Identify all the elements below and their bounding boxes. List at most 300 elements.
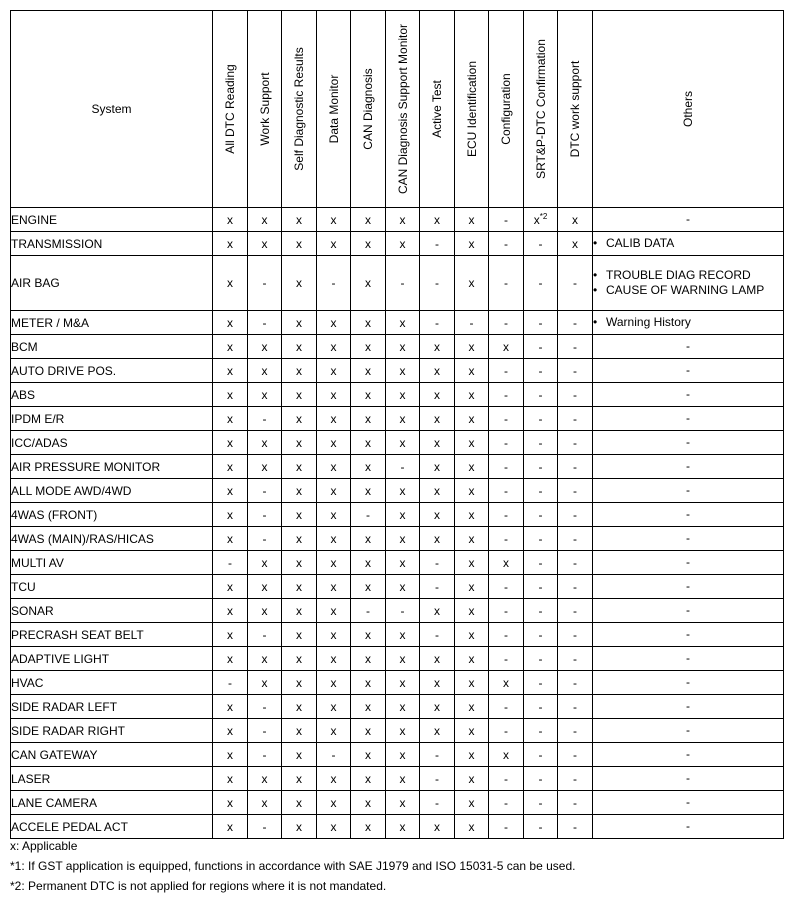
- function-cell: [282, 815, 317, 839]
- function-value: -: [504, 651, 508, 666]
- function-cell: [524, 575, 558, 599]
- function-cell: [317, 208, 351, 232]
- function-cell: [282, 407, 317, 431]
- function-value: x: [434, 819, 440, 834]
- function-cell: [455, 256, 489, 311]
- function-value: -: [504, 276, 508, 290]
- function-cell: [489, 335, 524, 359]
- column-header-data-monitor: [317, 11, 351, 208]
- function-cell: [386, 232, 420, 256]
- column-header-label: Configuration: [499, 73, 513, 145]
- function-value: -: [573, 459, 577, 474]
- table-row: [11, 479, 784, 503]
- others-value: -: [686, 795, 690, 809]
- function-value: x: [261, 651, 268, 666]
- function-value: -: [504, 603, 508, 618]
- function-value: x: [434, 411, 440, 426]
- function-value: -: [504, 315, 508, 330]
- function-cell: [386, 256, 420, 311]
- function-value: -: [573, 555, 577, 570]
- column-header-can-diagnosis-support-monitor: [386, 11, 420, 208]
- function-cell: [489, 431, 524, 455]
- function-cell: [558, 407, 593, 431]
- function-cell: [351, 671, 386, 695]
- function-cell: [317, 695, 351, 719]
- table-row: [11, 791, 784, 815]
- function-value: x: [227, 627, 233, 642]
- function-value: -: [504, 771, 508, 786]
- function-cell: [213, 815, 248, 839]
- function-cell: [248, 479, 282, 503]
- function-value: -: [262, 819, 267, 834]
- function-cell: [248, 431, 282, 455]
- function-value: x: [399, 387, 406, 402]
- others-value: -: [686, 603, 690, 617]
- function-value: x: [330, 339, 337, 354]
- function-value: x: [365, 675, 371, 690]
- table-row: [11, 359, 784, 383]
- function-cell: [558, 695, 593, 719]
- others-value: -: [686, 723, 690, 737]
- function-cell: [524, 383, 558, 407]
- function-cell: [524, 791, 558, 815]
- system-name-cell: BCM: [11, 335, 213, 359]
- others-cell: [593, 575, 784, 599]
- function-cell: [558, 431, 593, 455]
- function-value: -: [573, 276, 577, 290]
- function-cell: [317, 527, 351, 551]
- function-value: -: [573, 627, 577, 642]
- function-value: -: [262, 411, 267, 426]
- function-cell: [248, 455, 282, 479]
- function-value: x: [261, 795, 268, 810]
- function-cell: [213, 208, 248, 232]
- function-cell: [558, 815, 593, 839]
- function-value: x: [399, 819, 406, 834]
- function-value: x: [296, 603, 302, 618]
- function-value: -: [573, 363, 577, 378]
- function-cell: [282, 383, 317, 407]
- function-value: x: [399, 236, 406, 251]
- function-value: x: [365, 651, 371, 666]
- others-value: -: [686, 339, 690, 353]
- column-header-srt-p-dtc-confirmation: [524, 11, 558, 208]
- function-cell: [524, 671, 558, 695]
- function-cell: [524, 503, 558, 527]
- function-cell: [524, 431, 558, 455]
- function-value: x: [434, 675, 440, 690]
- function-value: x: [399, 435, 406, 450]
- function-value: -: [262, 699, 267, 714]
- function-value: -: [331, 747, 336, 762]
- others-value: -: [686, 555, 690, 569]
- function-value: x: [296, 212, 302, 227]
- function-value: x: [296, 387, 302, 402]
- column-header-label: All DTC Reading: [223, 64, 237, 154]
- others-cell: [593, 359, 784, 383]
- column-header-dtc-work-support: [558, 11, 593, 208]
- others-cell: [593, 647, 784, 671]
- column-header-others: [593, 11, 784, 208]
- function-value: -: [435, 627, 439, 642]
- function-value: x: [296, 236, 302, 251]
- function-cell: [524, 256, 558, 311]
- function-value: x: [468, 627, 475, 642]
- function-value: -: [573, 579, 577, 594]
- function-cell: [558, 256, 593, 311]
- function-value: -: [538, 771, 543, 786]
- function-value: x: [227, 459, 233, 474]
- function-cell: [317, 359, 351, 383]
- function-value: x: [330, 531, 337, 546]
- function-cell: [489, 208, 524, 232]
- function-value: -: [538, 339, 543, 354]
- function-value: x: [468, 675, 475, 690]
- system-name-cell: PRECRASH SEAT BELT: [11, 623, 213, 647]
- function-value: x: [227, 531, 233, 546]
- function-value: x: [296, 627, 302, 642]
- function-cell: [213, 455, 248, 479]
- table-row: [11, 383, 784, 407]
- function-cell: [317, 647, 351, 671]
- column-header-label: DTC work support: [568, 60, 582, 158]
- function-value: x: [468, 276, 475, 290]
- function-value: -: [228, 555, 232, 570]
- function-cell: [489, 815, 524, 839]
- others-value: -: [686, 579, 690, 593]
- function-value: x: [296, 507, 302, 522]
- function-value: -: [504, 723, 508, 738]
- function-value: x: [399, 483, 406, 498]
- function-value: x: [365, 315, 371, 330]
- table-row: [11, 311, 784, 335]
- function-cell: [420, 719, 455, 743]
- function-cell: [213, 359, 248, 383]
- others-cell: [593, 767, 784, 791]
- function-value: x: [330, 435, 337, 450]
- function-value: x: [330, 651, 337, 666]
- others-cell: [593, 383, 784, 407]
- function-cell: [524, 527, 558, 551]
- system-name-cell: ICC/ADAS: [11, 431, 213, 455]
- function-cell: [386, 479, 420, 503]
- function-value: x: [227, 723, 233, 738]
- function-cell: [455, 647, 489, 671]
- function-cell: [351, 431, 386, 455]
- function-cell: [213, 647, 248, 671]
- function-cell: [317, 431, 351, 455]
- system-name-cell: SIDE RADAR RIGHT: [11, 719, 213, 743]
- function-value: x: [365, 276, 371, 290]
- function-value: -: [435, 795, 439, 810]
- function-value: x: [399, 651, 406, 666]
- function-cell: [317, 383, 351, 407]
- others-cell: [593, 256, 784, 311]
- function-value: x: [330, 627, 337, 642]
- function-value: -: [504, 507, 508, 522]
- function-cell: [213, 623, 248, 647]
- function-value: -: [538, 747, 543, 762]
- function-cell: [213, 767, 248, 791]
- function-value: -: [538, 483, 543, 498]
- function-cell: [248, 335, 282, 359]
- function-cell: [248, 311, 282, 335]
- column-header-all-dtc-reading: [213, 11, 248, 208]
- others-cell: [593, 503, 784, 527]
- function-cell: [524, 311, 558, 335]
- function-cell: [489, 695, 524, 719]
- function-cell: [248, 695, 282, 719]
- function-cell: [248, 407, 282, 431]
- function-cell: [248, 359, 282, 383]
- column-header-ecu-identification: [455, 11, 489, 208]
- table-row: [11, 671, 784, 695]
- function-cell: [317, 719, 351, 743]
- function-value: -: [538, 795, 543, 810]
- function-value: x: [365, 795, 371, 810]
- function-value: -: [504, 795, 508, 810]
- function-cell: [455, 767, 489, 791]
- others-value: -: [686, 459, 690, 473]
- system-name-cell: AIR PRESSURE MONITOR: [11, 455, 213, 479]
- function-value: -: [262, 315, 267, 330]
- function-cell: [489, 359, 524, 383]
- function-value: -: [538, 459, 543, 474]
- function-cell: [420, 479, 455, 503]
- others-value: -: [686, 651, 690, 665]
- function-cell: [558, 599, 593, 623]
- function-value: -: [435, 555, 439, 570]
- function-cell: [524, 743, 558, 767]
- function-value: x: [227, 699, 233, 714]
- function-cell: [248, 623, 282, 647]
- function-cell: [455, 503, 489, 527]
- function-value: x: [261, 435, 268, 450]
- function-cell: [248, 383, 282, 407]
- function-cell: [282, 767, 317, 791]
- function-cell: [317, 575, 351, 599]
- function-cell: [386, 551, 420, 575]
- function-value: x: [399, 212, 406, 227]
- function-cell: [386, 743, 420, 767]
- function-value: -: [435, 579, 439, 594]
- function-cell: [282, 599, 317, 623]
- function-value: -: [538, 651, 543, 666]
- footnote-reference: *2: [539, 211, 548, 221]
- function-cell: [420, 407, 455, 431]
- function-value: x: [261, 771, 268, 786]
- function-cell: [558, 479, 593, 503]
- function-cell: [420, 232, 455, 256]
- system-name-cell: CAN GATEWAY: [11, 743, 213, 767]
- function-cell: [282, 359, 317, 383]
- function-value: -: [435, 236, 439, 251]
- function-value: x: [296, 723, 302, 738]
- function-value: x: [296, 276, 302, 290]
- system-name-cell: 4WAS (FRONT): [11, 503, 213, 527]
- function-value: -: [262, 531, 267, 546]
- table-row: [11, 815, 784, 839]
- function-cell: [351, 767, 386, 791]
- function-cell: [351, 407, 386, 431]
- function-value: x: [399, 627, 406, 642]
- others-cell: [593, 527, 784, 551]
- function-cell: [248, 232, 282, 256]
- function-cell: [282, 551, 317, 575]
- function-value: x: [261, 339, 268, 354]
- function-cell: [489, 671, 524, 695]
- bullet-icon: •: [593, 236, 598, 250]
- function-cell: [282, 719, 317, 743]
- function-cell: [213, 232, 248, 256]
- column-header-configuration: [489, 11, 524, 208]
- function-cell: [420, 527, 455, 551]
- function-cell: [248, 767, 282, 791]
- system-name-cell: SIDE RADAR LEFT: [11, 695, 213, 719]
- column-header-label: Active Test: [430, 80, 444, 138]
- function-cell: [455, 455, 489, 479]
- function-cell: [282, 791, 317, 815]
- others-cell: [593, 719, 784, 743]
- function-cell: [386, 407, 420, 431]
- column-header-label: Work Support: [257, 72, 272, 146]
- function-cell: [558, 383, 593, 407]
- function-cell: [248, 719, 282, 743]
- function-cell: [282, 503, 317, 527]
- function-cell: [524, 407, 558, 431]
- function-value: x: [365, 627, 371, 642]
- column-header-self-diagnostic-results: [282, 11, 317, 208]
- function-cell: [420, 575, 455, 599]
- function-value: x: [365, 435, 371, 450]
- function-cell: [420, 671, 455, 695]
- function-value: x: [296, 315, 302, 330]
- function-value: x: [399, 555, 406, 570]
- function-cell: [524, 815, 558, 839]
- function-cell: [420, 335, 455, 359]
- function-cell: [524, 479, 558, 503]
- bullet-icon: •: [593, 268, 598, 282]
- function-value: x: [572, 212, 578, 227]
- function-value: x: [227, 771, 233, 786]
- column-header-can-diagnosis: [351, 11, 386, 208]
- function-cell: [317, 479, 351, 503]
- function-value: x: [227, 411, 233, 426]
- table-row: [11, 623, 784, 647]
- column-header-label: Data Monitor: [326, 74, 341, 144]
- function-value: x: [399, 531, 406, 546]
- function-cell: [317, 335, 351, 359]
- function-cell: [386, 383, 420, 407]
- function-cell: [489, 503, 524, 527]
- function-cell: [455, 623, 489, 647]
- function-cell: [351, 232, 386, 256]
- function-value: x: [468, 819, 475, 834]
- system-name-cell: ABS: [11, 383, 213, 407]
- function-cell: [489, 407, 524, 431]
- function-value: -: [538, 699, 543, 714]
- function-cell: [317, 671, 351, 695]
- function-value: x: [399, 411, 406, 426]
- function-value: x: [296, 531, 302, 546]
- function-cell: [455, 232, 489, 256]
- others-value: -: [686, 819, 690, 833]
- function-cell: [248, 599, 282, 623]
- function-cell: [489, 719, 524, 743]
- function-cell: [386, 503, 420, 527]
- table-row: [11, 767, 784, 791]
- function-cell: [524, 719, 558, 743]
- function-value: x: [330, 315, 337, 330]
- function-value: x: [468, 387, 475, 402]
- function-value: -: [435, 276, 439, 290]
- function-cell: [248, 208, 282, 232]
- others-cell: [593, 695, 784, 719]
- others-cell: [593, 623, 784, 647]
- function-value: x: [330, 507, 337, 522]
- function-cell: [524, 599, 558, 623]
- function-cell: [351, 695, 386, 719]
- function-cell: [489, 743, 524, 767]
- others-cell: [593, 232, 784, 256]
- function-value: -: [573, 747, 577, 762]
- function-value: x: [365, 459, 371, 474]
- function-cell: [248, 815, 282, 839]
- function-cell: [524, 551, 558, 575]
- function-value: -: [538, 723, 543, 738]
- function-cell: [489, 479, 524, 503]
- function-cell: [420, 359, 455, 383]
- column-header-label: SRT&P-DTC Confirmation: [533, 39, 548, 179]
- table-row: [11, 232, 784, 256]
- function-value: -: [435, 747, 439, 762]
- function-cell: [455, 815, 489, 839]
- table-row: [11, 695, 784, 719]
- column-header-label: CAN Diagnosis Support Monitor: [395, 23, 410, 195]
- function-cell: [489, 599, 524, 623]
- function-value: x: [330, 555, 337, 570]
- system-name-cell: SONAR: [11, 599, 213, 623]
- function-cell: [317, 791, 351, 815]
- function-cell: [351, 208, 386, 232]
- function-cell: [489, 767, 524, 791]
- function-value: -: [573, 699, 577, 714]
- function-cell: [282, 208, 317, 232]
- function-cell: [248, 527, 282, 551]
- function-cell: [524, 767, 558, 791]
- function-value: -: [573, 531, 577, 546]
- function-cell: [558, 767, 593, 791]
- table-row: [11, 256, 784, 311]
- function-value: -: [504, 212, 508, 227]
- function-value: x: [227, 507, 233, 522]
- others-value: -: [686, 387, 690, 401]
- function-value: x: [296, 675, 302, 690]
- function-value: x: [296, 459, 302, 474]
- function-cell: [282, 455, 317, 479]
- others-value: -: [686, 483, 690, 497]
- function-value: x: [365, 699, 371, 714]
- function-value: x: [296, 795, 302, 810]
- function-cell: [524, 232, 558, 256]
- function-cell: [455, 311, 489, 335]
- function-value: x: [365, 236, 371, 251]
- function-value: -: [504, 236, 508, 251]
- function-value: x: [365, 819, 371, 834]
- others-value: -: [686, 411, 690, 425]
- function-value: x: [330, 483, 337, 498]
- function-value: -: [538, 363, 543, 378]
